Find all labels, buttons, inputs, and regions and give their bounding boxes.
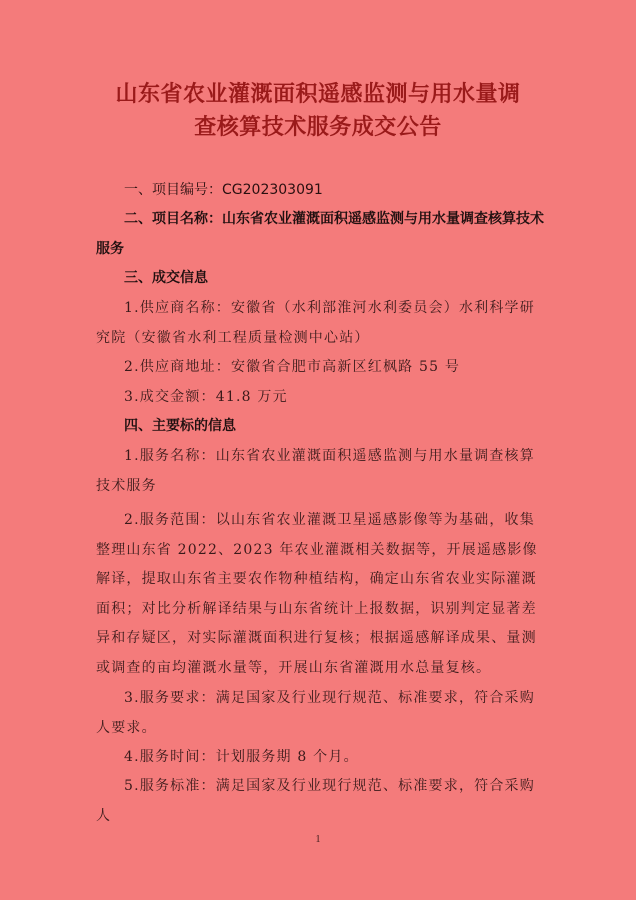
supplier-name: 1.供应商名称：安徽省（水利部淮河水利委员会）水利科学研究院（安徽省水利工程质量检测中心站）	[96, 300, 535, 346]
service-standard: 5.服务标准：满足国家及行业现行规范、标准要求，符合采购人	[96, 778, 535, 824]
page-title	[0, 78, 636, 144]
service-requirements: 3.服务要求：满足国家及行业现行规范、标准要求，符合采购人要求。	[96, 690, 535, 736]
service-time: 4.服务时间：计划服务期 8 个月。	[124, 749, 359, 765]
section-deal-info-heading: 三、成交信息	[124, 270, 208, 286]
service-scope: 2.服务范围：以山东省农业灌溉卫星遥感影像等为基础，收集整理山东省 2022、2023 年农业灌溉相关数据等，开展遥感影像解译，提取山东省主要农作物种植结构，确定山东省农业实际灌溉面积；对比分析解译结果与山东省统计上报数据，识别判定显著差异和存疑区，对实际灌溉面积进行复核；根据遥感解译成果、量测或调查的亩均灌溉水量等，开展山东省灌溉用水总量复核。	[96, 512, 538, 676]
project-name: 二、项目名称：山东省农业灌溉面积遥感监测与用水量调查核算技术服务	[96, 211, 544, 257]
title-line-2: 查核算技术服务成交公告	[194, 114, 442, 140]
section-main-subject-heading: 四、主要标的信息	[124, 418, 236, 434]
deal-amount: 3.成交金额：41.8 万元	[124, 389, 288, 405]
title-line-1: 山东省农业灌溉面积遥感监测与用水量调	[115, 81, 521, 107]
project-number: 一、项目编号：CG202303091	[124, 182, 323, 198]
service-name: 1.服务名称：山东省农业灌溉面积遥感监测与用水量调查核算技术服务	[96, 448, 535, 494]
page-number: 1	[315, 834, 321, 845]
supplier-address: 2.供应商地址：安徽省合肥市高新区红枫路 55 号	[124, 359, 461, 375]
